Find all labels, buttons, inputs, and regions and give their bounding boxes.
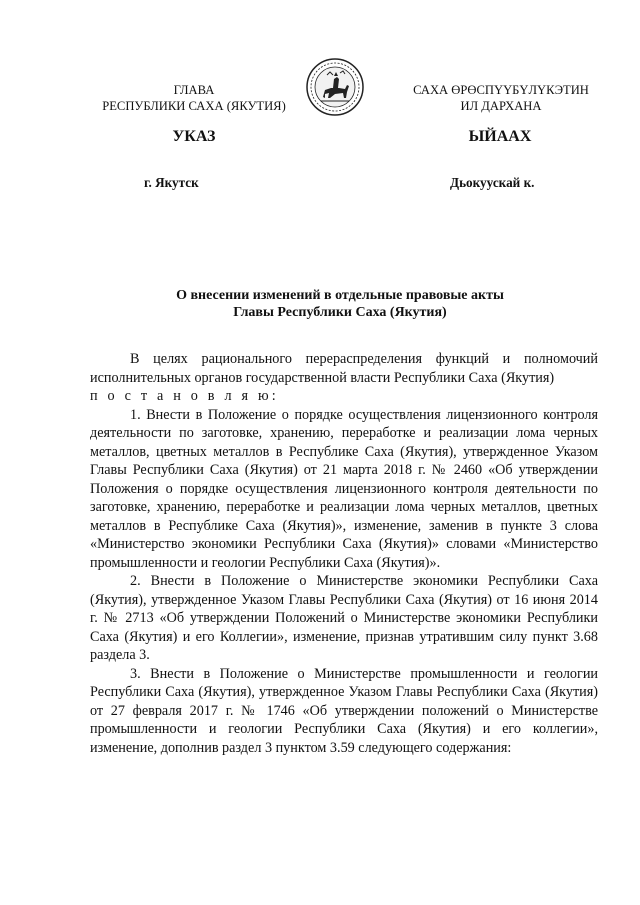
document-body — [90, 350, 598, 757]
document-title-line2: Главы Республики Саха (Якутия) — [233, 305, 447, 320]
document-title-line1: О внесении изменений в отдельные правовые акты — [176, 288, 504, 303]
clause-1-paragraph: 1. Внести в Положение о порядке осуществления лицензионного контроля деятельности по заготовке, хранению, переработке и реализации лома черных металлов, цветных металлов в Республике Саха (Якутия), утвержденное Указом Главы Республики Саха (Якутия) от 21 марта 2018 г. № 2460 «Об утверждении Положения о порядке осуществления лицензионного контроля деятельности по заготовке, хранению, переработке и реализации лома черных металлов, цветных металлов в Республике Саха (Якутия)», изменение, заменив в пункте 3 слова «Министерство экономики Республики Саха (Якутия)» словами «Министерство промышленности и геологии Республики Саха (Якутия)». — [90, 406, 598, 571]
header-right-block — [396, 82, 606, 114]
city-russian: г. Якутск — [144, 175, 199, 190]
clause-2-paragraph: 2. Внести в Положение о Министерстве экономики Республики Саха (Якутия), утвержденное Указом Главы Республики Саха (Якутия) от 16 июня 2014 г. № 2713 «Об утверждении Положений о Министерстве экономики Республики Саха (Якутия) и его Коллегии», изменение, признав утратившим силу пункт 3.68 раздела 3. — [90, 573, 598, 663]
header-left-block — [84, 82, 304, 114]
decree-title-russian: УКАЗ — [172, 128, 216, 145]
header-left-line2: РЕСПУБЛИКИ САХА (ЯКУТИЯ) — [102, 99, 286, 113]
decree-title-sakha: ЫЙААХ — [468, 128, 532, 145]
header-left-line1: ГЛАВА — [173, 83, 215, 97]
decree-resolution-word: п о с т а н о в л я ю: — [90, 388, 279, 404]
city-sakha: Дьокуускай к. — [450, 175, 535, 190]
preamble-paragraph: В целях рационального перераспределения функций и полномочий исполнительных органов государственной власти Республики Саха (Якутия) — [90, 351, 598, 386]
header-right-line1: САХА ӨРӨСПҮҮБҮЛҮКЭТИН — [413, 83, 589, 97]
document-title — [90, 287, 590, 321]
header-right-line2: ИЛ ДАРХАНА — [460, 99, 542, 113]
republic-coat-of-arms-icon — [305, 57, 365, 117]
clause-3-paragraph: 3. Внести в Положение о Министерстве промышленности и геологии Республики Саха (Якутия), утвержденное Указом Главы Республики Саха (Якутия) от 27 февраля 2017 г. № 1746 «Об утверждении положений о Министерстве промышленности и геологии Республики Саха (Якутия) и его коллегии», изменение, дополнив раздел 3 пунктом 3.59 следующего содержания: — [90, 665, 598, 756]
